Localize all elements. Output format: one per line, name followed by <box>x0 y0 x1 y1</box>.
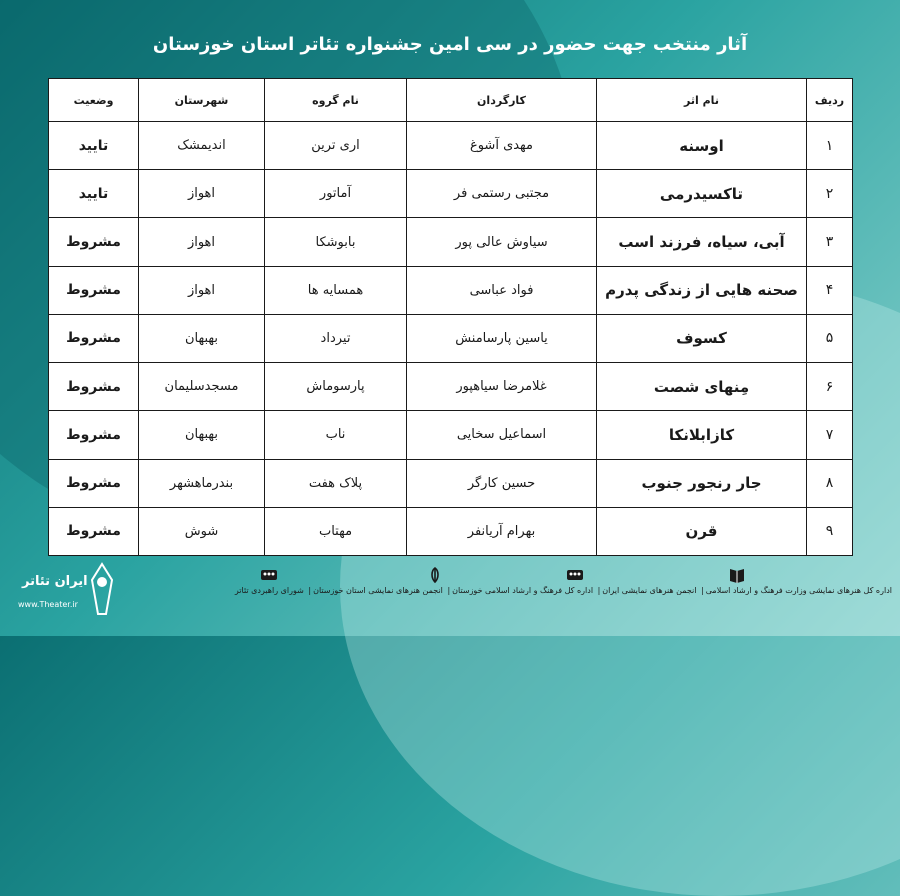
director-name: غلامرضا سیاهپور <box>407 363 597 411</box>
organizations-list: اداره کل هنرهای نمایشی وزارت فرهنگ و ارشاد اسلامی| انجمن هنرهای نمایشی ایران| اداره کل فرهنگ و ارشاد اسلامی خوزستان| انجمن هنرهای نمایشی استان خوزستان| شورای راهبردی تئاتر <box>234 586 892 595</box>
results-table <box>48 78 853 556</box>
city-name: بندرماهشهر <box>139 459 265 507</box>
work-name: آبی، سیاه، فرزند اسب <box>597 218 807 266</box>
status-value: مشروط <box>49 507 139 555</box>
director-name: مهدی آشوغ <box>407 122 597 170</box>
status-value: تایید <box>49 170 139 218</box>
header-work-name: نام اثر <box>597 79 807 122</box>
row-number: ۳ <box>807 218 853 266</box>
table-row <box>49 363 853 411</box>
row-number: ۸ <box>807 459 853 507</box>
table-row <box>49 218 853 266</box>
table-row <box>49 411 853 459</box>
city-name: شوش <box>139 507 265 555</box>
status-value: مشروط <box>49 459 139 507</box>
director-name: مجتبی رستمی فر <box>407 170 597 218</box>
group-name: پلاک هفت <box>265 459 407 507</box>
row-number: ۵ <box>807 314 853 362</box>
director-name: یاسین پارسامنش <box>407 314 597 362</box>
table-row <box>49 507 853 555</box>
work-name: مِنهای شصت <box>597 363 807 411</box>
group-name: بابوشکا <box>265 218 407 266</box>
masks-icon <box>260 566 278 584</box>
city-name: بهبهان <box>139 314 265 362</box>
row-number: ۴ <box>807 266 853 314</box>
group-name: ناب <box>265 411 407 459</box>
city-name: اهواز <box>139 170 265 218</box>
group-name: پارسوماش <box>265 363 407 411</box>
header-director: کارگردان <box>407 79 597 122</box>
work-name: صحنه هایی از زندگی پدرم <box>597 266 807 314</box>
director-name: فواد عباسی <box>407 266 597 314</box>
table-header-row <box>49 79 853 122</box>
group-name: همسایه ها <box>265 266 407 314</box>
work-name: کسوف <box>597 314 807 362</box>
org-item: انجمن هنرهای نمایشی استان خوزستان <box>313 586 443 595</box>
page-title: آثار منتخب جهت حضور در سی امین جشنواره تئاتر استان خوزستان <box>152 34 748 55</box>
logo-name: ایران تئاتر <box>22 574 88 589</box>
table-row <box>49 170 853 218</box>
header-row-number: ردیف <box>807 79 853 122</box>
logo-url: www.Theater.ir <box>18 600 78 609</box>
work-name: جار رنجور جنوب <box>597 459 807 507</box>
org-item: انجمن هنرهای نمایشی ایران <box>602 586 697 595</box>
table-row <box>49 266 853 314</box>
work-name: کازابلانکا <box>597 411 807 459</box>
emblem-icon <box>426 566 444 584</box>
group-name: تیرداد <box>265 314 407 362</box>
org-item: اداره کل هنرهای نمایشی وزارت فرهنگ و ارشاد اسلامی <box>705 586 892 595</box>
city-name: مسجدسلیمان <box>139 363 265 411</box>
results-table-card <box>48 78 852 556</box>
theater-logo-icon <box>88 560 116 618</box>
row-number: ۱ <box>807 122 853 170</box>
director-name: بهرام آریانفر <box>407 507 597 555</box>
status-value: تایید <box>49 122 139 170</box>
work-name: تاکسیدرمی <box>597 170 807 218</box>
city-name: اهواز <box>139 218 265 266</box>
work-name: قرن <box>597 507 807 555</box>
group-name: آماتور <box>265 170 407 218</box>
group-name: اری ترین <box>265 122 407 170</box>
header-group: نام گروه <box>265 79 407 122</box>
status-value: مشروط <box>49 314 139 362</box>
header-status: وضعیت <box>49 79 139 122</box>
row-number: ۶ <box>807 363 853 411</box>
footer <box>0 556 900 636</box>
director-name: حسین کارگر <box>407 459 597 507</box>
city-name: اهواز <box>139 266 265 314</box>
theater-logo[interactable] <box>8 560 130 618</box>
header-city: شهرستان <box>139 79 265 122</box>
status-value: مشروط <box>49 363 139 411</box>
table-row <box>49 314 853 362</box>
org-item: اداره کل فرهنگ و ارشاد اسلامی خوزستان <box>452 586 594 595</box>
row-number: ۲ <box>807 170 853 218</box>
status-value: مشروط <box>49 218 139 266</box>
table-row <box>49 459 853 507</box>
row-number: ۹ <box>807 507 853 555</box>
org-item: شورای راهبردی تئاتر <box>234 586 304 595</box>
status-value: مشروط <box>49 266 139 314</box>
row-number: ۷ <box>807 411 853 459</box>
director-name: اسماعیل سخایی <box>407 411 597 459</box>
director-name: سیاوش عالی پور <box>407 218 597 266</box>
work-name: اوسنه <box>597 122 807 170</box>
city-name: اندیمشک <box>139 122 265 170</box>
table-row <box>49 122 853 170</box>
org-icons <box>240 566 860 586</box>
status-value: مشروط <box>49 411 139 459</box>
book-icon <box>728 566 746 584</box>
city-name: بهبهان <box>139 411 265 459</box>
group-name: مهتاب <box>265 507 407 555</box>
masks-icon <box>566 566 584 584</box>
